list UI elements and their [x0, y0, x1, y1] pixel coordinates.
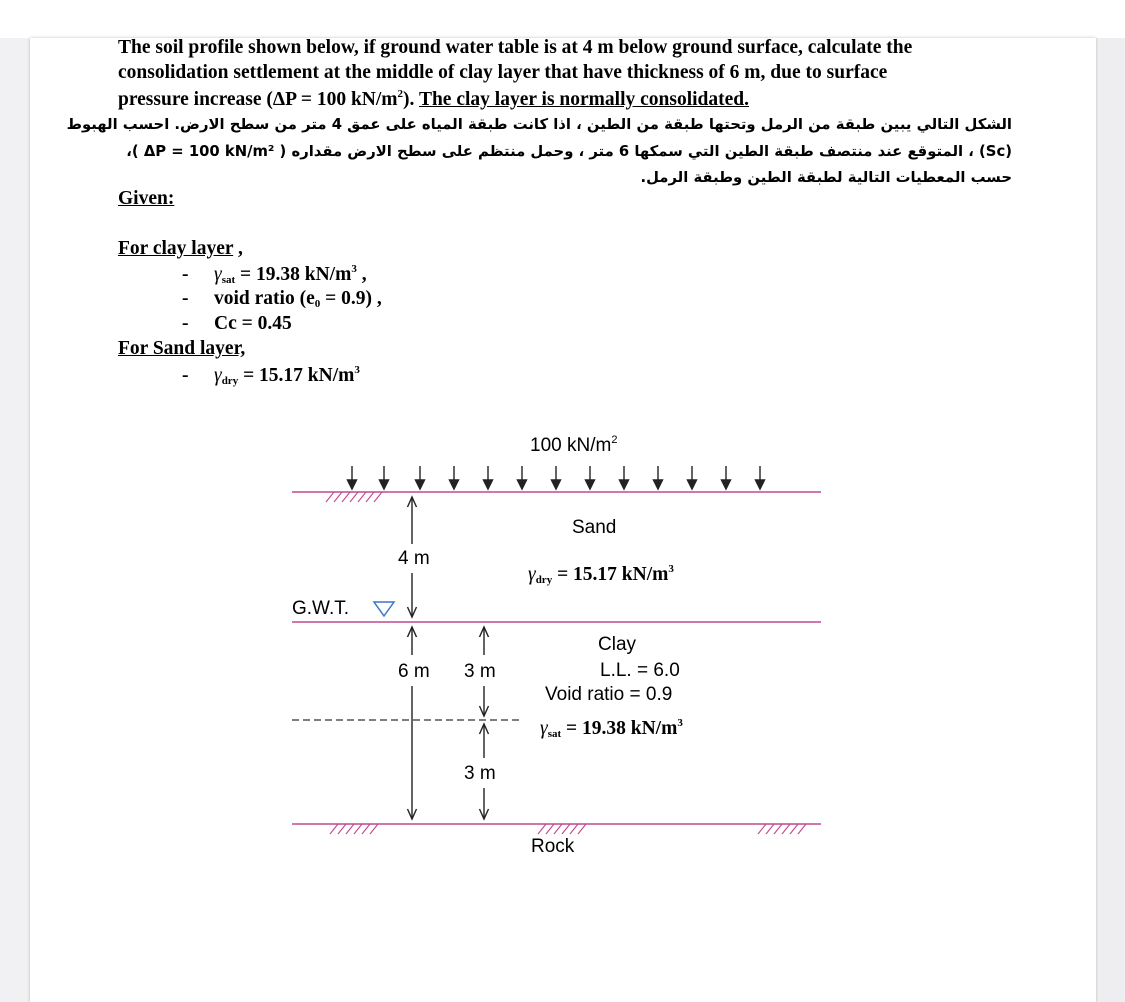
dim-3m-bottom-label: 3 m [464, 763, 496, 784]
clay-gamma-sat-item: - $\gamma_{sat} = 19.38$ $kN/m^3$ , [182, 263, 367, 286]
clay-cc-item: - Cc = 0.45 [182, 313, 292, 334]
ground-hatch [322, 492, 384, 502]
sand-gamma-label: $\gamma_{dry} = 15.17$ $kN/m^3$ [528, 563, 674, 586]
arabic-line-3: حسب المعطيات التالية لطبقة الطين وطبقة الرمل. [640, 169, 1012, 186]
clay-gamma-label: $\gamma_{sat} = 19.38$ $kN/m^3$ [540, 717, 683, 740]
problem-line-2: consolidation settlement at the middle of clay layer that have thickness of 6 m, due to surface [118, 62, 888, 83]
rock-hatch-right [758, 824, 806, 834]
sand-label: Sand [572, 517, 617, 538]
rock-hatch-left [330, 824, 378, 834]
surface-load-arrows [348, 466, 765, 489]
surface-load-label: 100 $kN/m^2$ [530, 434, 618, 456]
clay-void-ratio-item: - void ratio $(e_0 = 0.9)$ , [182, 288, 382, 310]
gwt-label: G.W.T. [292, 598, 349, 619]
dim-3m-top-label: 3 m [464, 661, 496, 682]
given-heading: Given: [118, 188, 175, 209]
dimension-6m [408, 627, 417, 819]
rock-hatch-middle [538, 824, 586, 834]
water-table-triangle-icon [374, 602, 394, 616]
void-ratio-label: Void ratio = 0.9 [545, 684, 673, 705]
liquid-limit-label: L.L. = 6.0 [600, 660, 680, 681]
rock-label: Rock [531, 836, 575, 857]
arabic-line-1: الشكل التالي يبين طبقة من الرمل وتحتها طبقة من الطين ، اذا كانت طبقة المياه على عمق 4 متر من سطح الارض. احسب الهبوط [66, 116, 1012, 133]
problem-line-3: pressure increase (ΔP = 100 $kN/m^2$). The clay layer is normally consolidated. [118, 88, 750, 110]
clay-label: Clay [598, 634, 637, 655]
sand-gamma-dry-item: - $\gamma_{dry} = 15.17$ $kN/m^3$ [182, 364, 360, 387]
arabic-line-2: (Sc) ، المتوقع عند منتصف طبقة الطين التي سمكها 6 متر ، وحمل منتظم على سطح الارض مقداره ( ΔP = 100 kN/m² )، [126, 143, 1012, 160]
dim-6m-label: 6 m [398, 661, 430, 682]
dim-4m-label: 4 m [398, 548, 430, 569]
sand-layer-heading: For Sand layer, [118, 338, 246, 359]
clay-layer-heading: For clay layer , [118, 238, 243, 259]
problem-line-1: The soil profile shown below, if ground water table is at 4 m below ground surface, calculate the [118, 37, 913, 58]
